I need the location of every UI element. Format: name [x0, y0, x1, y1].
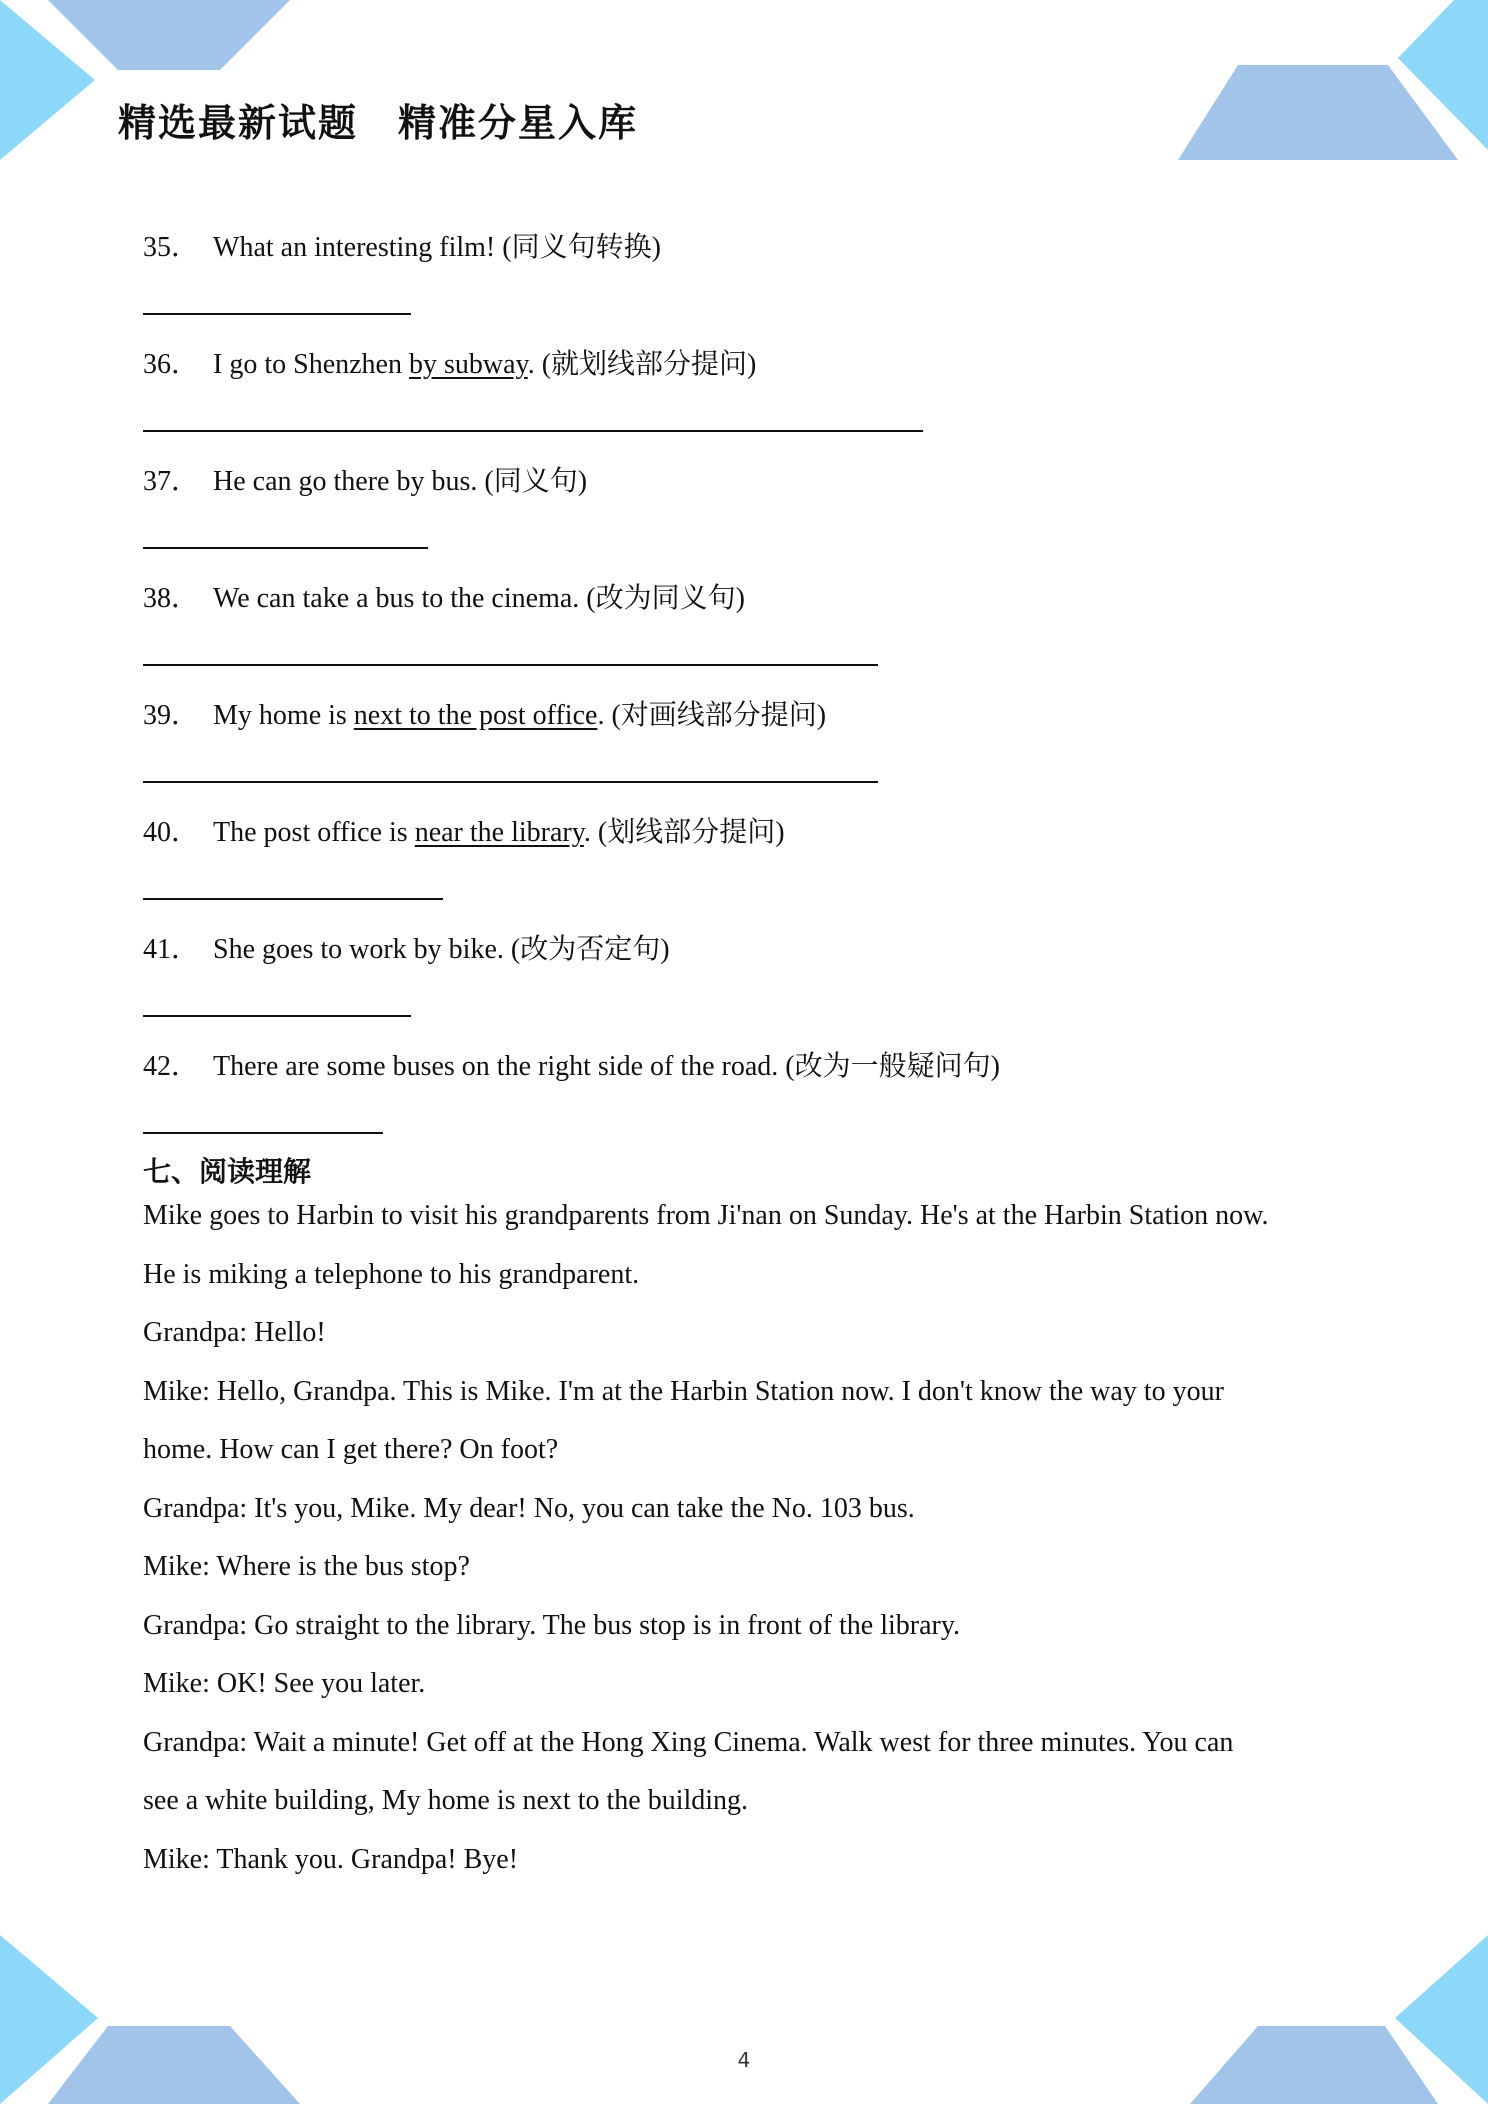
passage-line: Grandpa: Go straight to the library. The bus stop is in front of the library. — [143, 1610, 961, 1641]
bottom-right-corner-decoration — [1190, 1935, 1488, 2104]
underlined-phrase: by subway — [408, 349, 528, 380]
answer-line-42[interactable] — [143, 1132, 383, 1134]
answer-line-37[interactable] — [143, 547, 428, 549]
question-40 — [143, 810, 785, 850]
question-instruction: . (对画线部分提问) — [597, 700, 827, 731]
question-text: My home is — [213, 700, 354, 731]
header-title-right: 精准分星入库 — [398, 101, 639, 145]
passage-line: Grandpa: Wait a minute! Get off at the Hong Xing Cinema. Walk west for three minutes. You can — [143, 1727, 1234, 1758]
passage-line: Grandpa: Hello! — [143, 1317, 326, 1348]
passage-line: Mike goes to Harbin to visit his grandparents from Ji'nan on Sunday. He's at the Harbin Station now. — [143, 1200, 1269, 1231]
section-title-reading: 七、阅读理解 — [143, 1155, 312, 1188]
question-number: 35． — [143, 232, 200, 263]
top-right-light-shape — [1398, 0, 1488, 150]
question-36 — [143, 342, 756, 382]
question-text: She goes to work by bike. (改为否定句) — [213, 934, 670, 965]
passage-line: home. How can I get there? On foot? — [143, 1434, 559, 1465]
answer-line-38[interactable] — [143, 664, 878, 666]
question-number: 40． — [143, 817, 200, 848]
passage-line: Mike: Hello, Grandpa. This is Mike. I'm at the Harbin Station now. I don't know the way to your — [143, 1376, 1224, 1407]
question-instruction: . (就划线部分提问) — [527, 349, 757, 380]
question-number: 38． — [143, 583, 200, 614]
question-41 — [143, 927, 670, 967]
question-number: 37． — [143, 466, 200, 497]
question-35 — [143, 225, 661, 265]
question-text: He can go there by bus. (同义句) — [213, 466, 588, 497]
question-42 — [143, 1044, 1000, 1084]
bottom-left-light-triangle — [0, 1935, 98, 2104]
question-text: I go to Shenzhen — [213, 349, 409, 380]
underlined-phrase: next to the post office — [353, 700, 598, 731]
header-title — [118, 92, 638, 147]
question-instruction: . (划线部分提问) — [583, 817, 785, 848]
top-right-mid-trapezoid — [1178, 65, 1458, 160]
page-number: 4 — [737, 2048, 751, 2072]
question-37 — [143, 459, 587, 499]
question-39 — [143, 693, 826, 733]
answer-line-40[interactable] — [143, 898, 443, 900]
question-number: 42． — [143, 1051, 200, 1082]
passage-line: Mike: OK! See you later. — [143, 1668, 426, 1699]
passage-line: Grandpa: It's you, Mike. My dear! No, you can take the No. 103 bus. — [143, 1493, 915, 1524]
passage-line: Mike: Where is the bus stop? — [143, 1551, 470, 1582]
question-38 — [143, 576, 745, 616]
top-right-corner-decoration — [1178, 0, 1488, 160]
question-text: We can take a bus to the cinema. (改为同义句) — [213, 583, 745, 614]
question-number: 36． — [143, 349, 200, 380]
bottom-left-corner-decoration — [0, 1935, 300, 2104]
underlined-phrase: near the library — [414, 817, 584, 848]
answer-line-39[interactable] — [143, 781, 878, 783]
answer-line-36[interactable] — [143, 430, 923, 432]
top-left-light-triangle — [0, 0, 95, 160]
top-left-mid-trapezoid — [48, 0, 290, 70]
header-title-left: 精选最新试题 — [118, 101, 359, 145]
passage-line: He is miking a telephone to his grandparent. — [143, 1259, 640, 1290]
passage-line: Mike: Thank you. Grandpa! Bye! — [143, 1844, 519, 1875]
question-number: 39． — [143, 700, 200, 731]
passage-line: see a white building, My home is next to the building. — [143, 1785, 749, 1816]
question-text: There are some buses on the right side of the road. (改为一般疑问句) — [213, 1051, 1000, 1082]
question-number: 41． — [143, 934, 200, 965]
question-text: The post office is — [213, 817, 415, 848]
answer-line-35[interactable] — [143, 313, 411, 315]
bottom-right-light-triangle — [1395, 1935, 1488, 2104]
answer-line-41[interactable] — [143, 1015, 411, 1017]
question-text: What an interesting film! (同义句转换) — [213, 232, 661, 263]
